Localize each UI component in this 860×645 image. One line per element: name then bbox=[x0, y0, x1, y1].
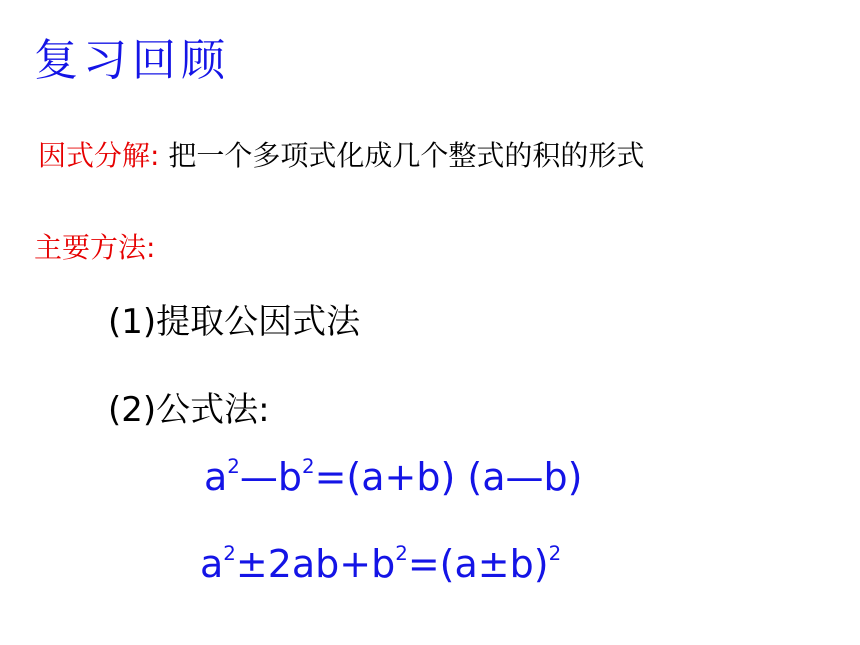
formula-2-exponent-2: 2 bbox=[395, 542, 408, 566]
formula-2-part-1: a bbox=[200, 542, 224, 586]
method-1: (1)提取公因式法 bbox=[108, 302, 361, 342]
methods-label: 主要方法: bbox=[34, 231, 156, 264]
definition-line bbox=[38, 134, 644, 174]
formula-1-exponent-1: 2 bbox=[227, 455, 240, 479]
formula-perfect-square bbox=[200, 542, 561, 586]
formula-2-part-3: =(a±b) bbox=[407, 542, 549, 586]
definition-text: 把一个多项式化成几个整式的积的形式 bbox=[159, 139, 645, 172]
slide-title: 复习回顾 bbox=[34, 35, 230, 86]
formula-1-part-3: =(a+b) (a—b) bbox=[314, 455, 583, 499]
formula-2-exponent-1: 2 bbox=[223, 542, 236, 566]
formula-difference-of-squares bbox=[204, 455, 582, 499]
formula-1-exponent-2: 2 bbox=[302, 455, 315, 479]
definition-label: 因式分解: bbox=[38, 139, 160, 172]
formula-2-exponent-3: 2 bbox=[548, 542, 562, 566]
formula-1-part-2: —b bbox=[239, 455, 302, 499]
formula-1-part-1: a bbox=[204, 455, 228, 499]
formula-2-part-2: ±2ab+b bbox=[235, 542, 396, 586]
method-2: (2)公式法: bbox=[108, 390, 270, 430]
